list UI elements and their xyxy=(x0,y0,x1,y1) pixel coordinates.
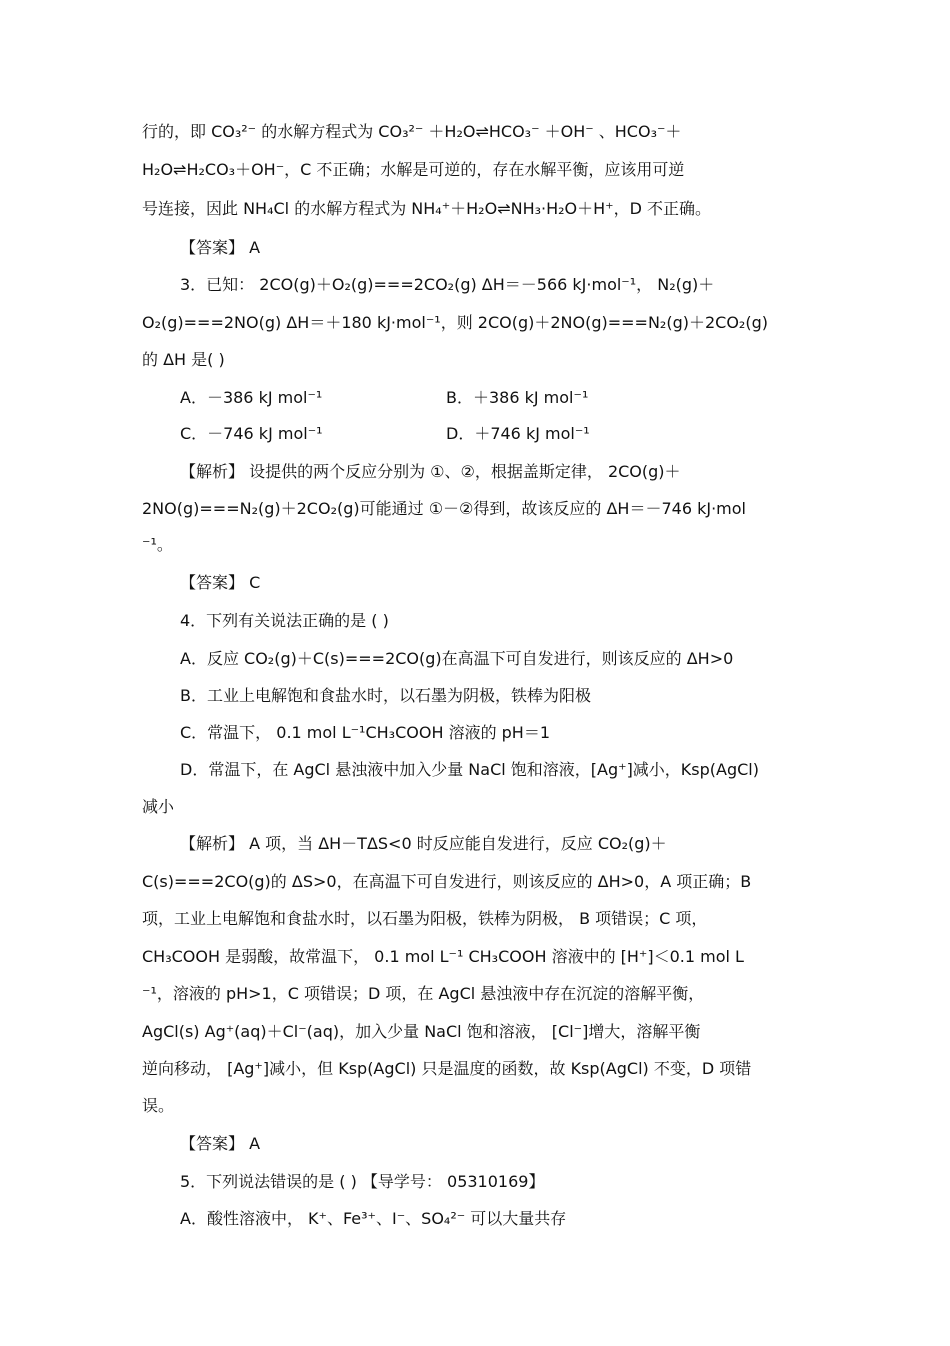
line-text: ⁻¹。 xyxy=(142,535,173,554)
line-text: O₂(g)===2NO(g) ΔH＝＋180 kJ·mol⁻¹，则 2CO(g)＋2NO(g)===N₂(g)＋2CO₂(g) xyxy=(142,313,768,332)
answer-text: 【答案】 A xyxy=(180,238,261,257)
line-text: CH₃COOH 是弱酸，故常温下， 0.1 mol L⁻¹ CH₃COOH 溶液中的 [H⁺]＜0.1 mol L xyxy=(142,947,744,966)
question-3-line-1 xyxy=(0,273,950,297)
options-row-ab xyxy=(0,386,950,410)
line-text: 【解析】 A 项，当 ΔH－TΔS<0 时反应能自发进行，反应 CO₂(g)＋ xyxy=(180,834,667,853)
text-line-1 xyxy=(0,120,950,144)
line-text: C(s)===2CO(g)的 ΔS>0，在高温下可自发进行，则该反应的 ΔH>0，A 项正确；B xyxy=(142,872,752,891)
line-text: A．反应 CO₂(g)＋C(s)===2CO(g)在高温下可自发进行，则该反应的 ΔH>0 xyxy=(180,649,734,668)
analysis-4-line-3 xyxy=(0,907,950,931)
question-4-option-d xyxy=(0,758,950,782)
answer-line-4 xyxy=(0,1132,950,1156)
option-a: A．－386 kJ mol⁻¹ xyxy=(180,388,323,407)
analysis-4-line-7 xyxy=(0,1057,950,1081)
answer-text: 【答案】 A xyxy=(180,1134,261,1153)
line-text: D．常温下，在 AgCl 悬浊液中加入少量 NaCl 饱和溶液，[Ag⁺]减小，Ksp(AgCl) xyxy=(180,760,759,779)
line-text: 误。 xyxy=(142,1096,175,1115)
line-text: H₂O⇌H₂CO₃＋OH⁻，C 不正确；水解是可逆的，存在水解平衡，应该用可逆 xyxy=(142,160,685,179)
options-row-cd xyxy=(0,422,950,446)
question-4-option-b xyxy=(0,684,950,708)
line-text: 减小 xyxy=(142,797,175,816)
line-text: 3．已知： 2CO(g)＋O₂(g)===2CO₂(g) ΔH＝－566 kJ·mol⁻¹， N₂(g)＋ xyxy=(180,275,715,294)
answer-line-2 xyxy=(0,236,950,260)
option-c: C．－746 kJ mol⁻¹ xyxy=(180,424,323,443)
line-text: 逆向移动， [Ag⁺]减小，但 Ksp(AgCl) 只是温度的函数，故 Ksp(AgCl) 不变，D 项错 xyxy=(142,1059,752,1078)
text-line-2 xyxy=(0,158,950,182)
analysis-3-line-2 xyxy=(0,497,950,521)
question-4-option-d-cont xyxy=(0,795,950,819)
line-text: ⁻¹，溶液的 pH>1，C 项错误；D 项，在 AgCl 悬浊液中存在沉淀的溶解平衡， xyxy=(142,984,705,1003)
answer-line-3 xyxy=(0,571,950,595)
question-4-option-c xyxy=(0,721,950,745)
question-3-line-2 xyxy=(0,311,950,335)
analysis-4-line-6 xyxy=(0,1020,950,1044)
line-text: C．常温下， 0.1 mol L⁻¹CH₃COOH 溶液的 pH＝1 xyxy=(180,723,551,742)
option-d: D．＋746 kJ mol⁻¹ xyxy=(446,424,590,443)
line-text: 号连接，因此 NH₄Cl 的水解方程式为 NH₄⁺＋H₂O⇌NH₃·H₂O＋H⁺，D 不正确。 xyxy=(142,199,712,218)
analysis-4-line-8 xyxy=(0,1094,950,1118)
question-5-option-a xyxy=(0,1207,950,1231)
line-text: 4．下列有关说法正确的是 ( ) xyxy=(180,611,389,630)
analysis-4-line-5 xyxy=(0,982,950,1006)
line-text: 【解析】 设提供的两个反应分别为 ①、②，根据盖斯定律， 2CO(g)＋ xyxy=(180,462,681,481)
analysis-4-line-4 xyxy=(0,945,950,969)
question-4-option-a xyxy=(0,647,950,671)
analysis-4-line-2 xyxy=(0,870,950,894)
analysis-4-line-1 xyxy=(0,832,950,856)
question-3-line-3 xyxy=(0,348,950,372)
line-text: 5．下列说法错误的是 ( ) 【导学号： 05310169】 xyxy=(180,1172,545,1191)
analysis-3-line-3 xyxy=(0,533,950,557)
analysis-3-line-1 xyxy=(0,460,950,484)
line-text: B．工业上电解饱和食盐水时，以石墨为阴极，铁棒为阳极 xyxy=(180,686,591,705)
line-text: 2NO(g)===N₂(g)＋2CO₂(g)可能通过 ①－②得到，故该反应的 ΔH＝－746 kJ·mol xyxy=(142,499,746,518)
answer-text: 【答案】 C xyxy=(180,573,261,592)
line-text: 项，工业上电解饱和食盐水时，以石墨为阳极，铁棒为阴极， B 项错误；C 项， xyxy=(142,909,708,928)
line-text: A．酸性溶液中， K⁺、Fe³⁺、I⁻、SO₄²⁻ 可以大量共存 xyxy=(180,1209,567,1228)
question-4-stem xyxy=(0,609,950,633)
question-5-stem xyxy=(0,1170,950,1194)
text-line-3 xyxy=(0,197,950,221)
line-text: AgCl(s) Ag⁺(aq)＋Cl⁻(aq)，加入少量 NaCl 饱和溶液， [Cl⁻]增大，溶解平衡 xyxy=(142,1022,701,1041)
line-text: 行的，即 CO₃²⁻ 的水解方程式为 CO₃²⁻ ＋H₂O⇌HCO₃⁻ ＋OH⁻ 、HCO₃⁻＋ xyxy=(142,122,682,141)
line-text: 的 ΔH 是( ) xyxy=(142,350,225,369)
option-b: B．＋386 kJ mol⁻¹ xyxy=(446,388,589,407)
